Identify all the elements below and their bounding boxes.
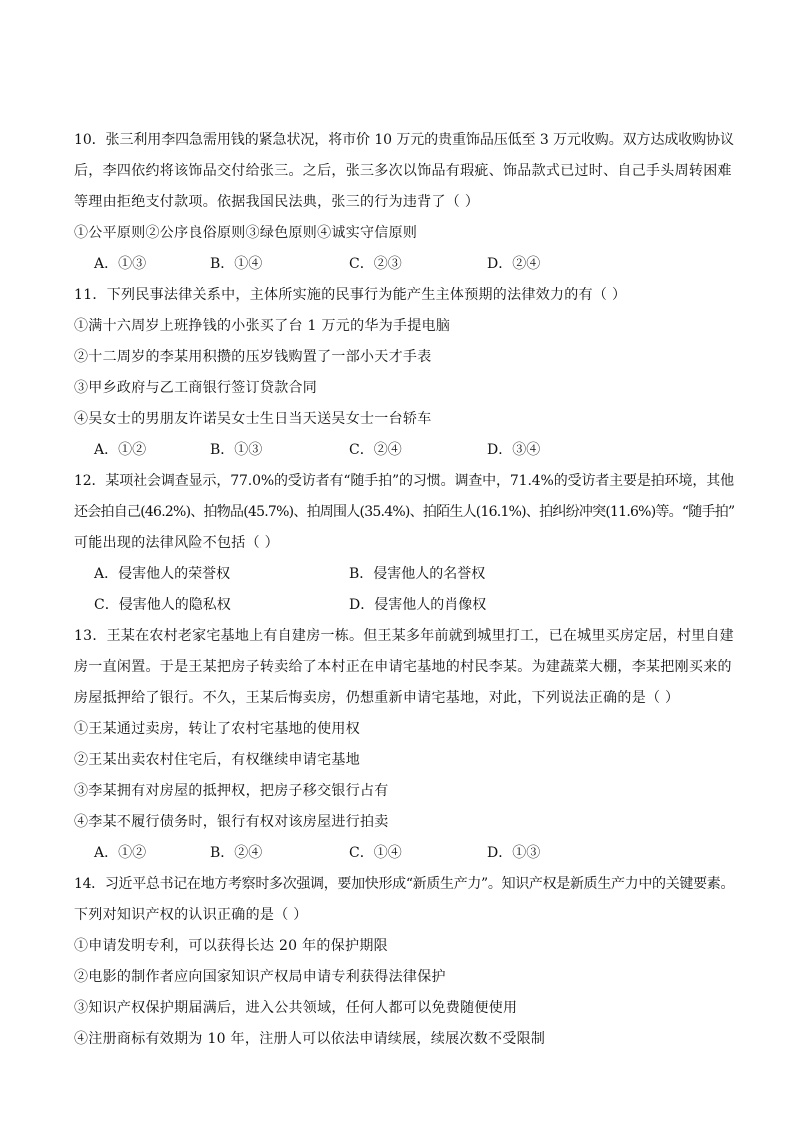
question-12-stem-line-3: 可能出现的法律风险不包括（ ） bbox=[74, 535, 279, 551]
question-11-option-a: A．①② bbox=[94, 442, 147, 458]
question-11-option-b: B．①③ bbox=[210, 442, 263, 458]
question-14-item-3: ③知识产权保护期届满后，进入公共领域，任何人都可以免费随便使用 bbox=[74, 1000, 518, 1016]
question-11-option-d: D．③④ bbox=[487, 442, 541, 458]
question-10-stem-line-2: 后，李四依约将该饰品交付给张三。之后，张三多次以饰品有瑕疵、饰品款式已过时、自己手头周转困难 bbox=[74, 163, 732, 179]
question-12-stem-line-2: 还会拍自己(46.2%)、拍物品(45.7%)、拍周围人(35.4%)、拍陌生人(16.1%)、拍纠纷冲突(11.6%)等。“随手拍” bbox=[74, 504, 735, 520]
question-14-item-4: ④注册商标有效期为 10 年，注册人可以依法申请续展，续展次数不受限制 bbox=[74, 1031, 546, 1047]
question-12-stem-line-1: 12．某项社会调查显示，77.0%的受访者有“随手拍”的习惯。调查中，71.4%的受访者主要是拍环境，其他 bbox=[74, 473, 734, 489]
question-11-item-4: ④吴女士的男朋友许诺吴女士生日当天送吴女士一台轿车 bbox=[74, 411, 432, 427]
question-12-option-d: D．侵害他人的肖像权 bbox=[349, 597, 487, 613]
question-10-option-d: D．②④ bbox=[487, 256, 541, 272]
question-13-option-a: A．①② bbox=[94, 845, 147, 861]
question-13-stem-line-2: 房一直闲置。于是王某把房子转卖给了本村正在申请宅基地的村民李某。为建蔬菜大棚，李某把刚买来的 bbox=[74, 659, 732, 675]
question-13-stem-line-3: 房屋抵押给了银行。不久，王某后悔卖房，仍想重新申请宅基地，对此，下列说法正确的是（ ） bbox=[74, 690, 680, 706]
question-13-item-3: ③李某拥有对房屋的抵押权，把房子移交银行占有 bbox=[74, 783, 389, 799]
question-11-item-3: ③甲乡政府与乙工商银行签订贷款合同 bbox=[74, 380, 318, 396]
question-14-stem-line-2: 下列对知识产权的认识正确的是（ ） bbox=[74, 907, 308, 923]
question-10-stem-line-3: 等理由拒绝支付款项。依据我国民法典，张三的行为违背了（ ） bbox=[74, 194, 480, 210]
question-13-item-1: ①王某通过卖房，转让了农村宅基地的使用权 bbox=[74, 721, 360, 737]
question-14-item-1: ①申请发明专利，可以获得长达 20 年的保护期限 bbox=[74, 938, 388, 954]
question-11-item-1: ①满十六周岁上班挣钱的小张买了台 1 万元的华为手提电脑 bbox=[74, 318, 451, 334]
question-10-option-c: C．②③ bbox=[349, 256, 402, 272]
question-13-option-b: B．②④ bbox=[210, 845, 263, 861]
question-10-stem-line-1: 10．张三利用李四急需用钱的紧急状况，将市价 10 万元的贵重饰品压低至 3 万元收购。双方达成收购协议 bbox=[74, 132, 734, 148]
question-14-stem-line-1: 14．习近平总书记在地方考察时多次强调，要加快形成“新质生产力”。知识产权是新质生产力中的关键要素。 bbox=[74, 876, 735, 892]
question-13-option-d: D．①③ bbox=[487, 845, 541, 861]
question-12-option-a: A．侵害他人的荣誉权 bbox=[94, 566, 231, 582]
question-10-option-a: A．①③ bbox=[94, 256, 147, 272]
question-13-item-2: ②王某出卖农村住宅后，有权继续申请宅基地 bbox=[74, 752, 360, 768]
question-13-item-4: ④李某不履行债务时，银行有权对该房屋进行拍卖 bbox=[74, 814, 389, 830]
question-11-option-c: C．②④ bbox=[349, 442, 402, 458]
question-13-option-c: C．①④ bbox=[349, 845, 402, 861]
question-14-item-2: ②电影的制作者应向国家知识产权局申请专利获得法律保护 bbox=[74, 969, 446, 985]
question-10-option-b: B．①④ bbox=[210, 256, 263, 272]
question-13-stem-line-1: 13．王某在农村老家宅基地上有自建房一栋。但王某多年前就到城里打工，已在城里买房定居，村里自建 bbox=[74, 628, 734, 644]
question-10-items: ①公平原则②公序良俗原则③绿色原则④诚实守信原则 bbox=[74, 225, 418, 241]
question-12-option-b: B．侵害他人的名誉权 bbox=[349, 566, 486, 582]
question-12-option-c: C．侵害他人的隐私权 bbox=[94, 597, 231, 613]
question-11-stem-line-1: 11．下列民事法律关系中，主体所实施的民事行为能产生主体预期的法律效力的有（ ） bbox=[74, 287, 627, 303]
question-11-item-2: ②十二周岁的李某用积攒的压岁钱购置了一部小天才手表 bbox=[74, 349, 432, 365]
